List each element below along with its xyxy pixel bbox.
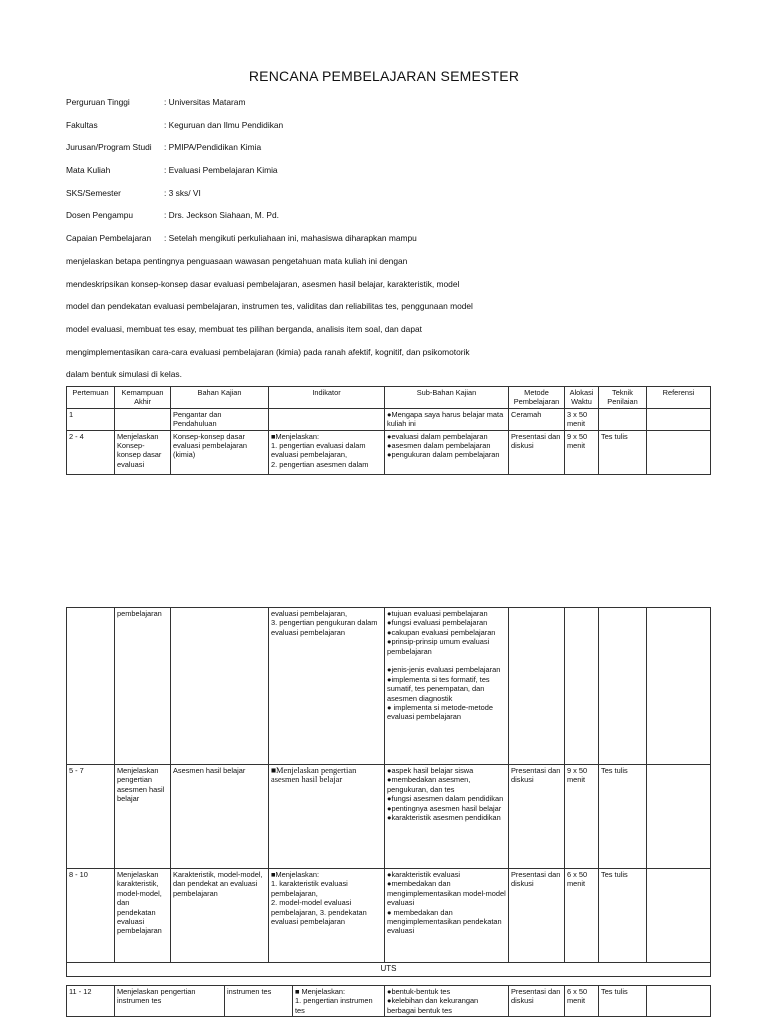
table-cell: ●karakteristik evaluasi ●membedakan dan mengimplementasikan model-model evaluasi ● membedakan dan mengimplementasikan pendekatan evaluasi <box>385 869 509 963</box>
rps-table-page2-continued <box>66 985 711 1017</box>
table-row <box>67 986 711 1017</box>
table-cell: ■Menjelaskan: 1. pengertian evaluasi dalam evaluasi pembelajaran, 2. pengertian asesmen dalam <box>269 430 385 474</box>
capaian-paragraph <box>66 255 716 391</box>
table-cell: ●tujuan evaluasi pembelajaran ●fungsi evaluasi pembelajaran ●cakupan evaluasi pembelajaran ●prinsip-prinsip umum evaluasi pembelajaran ●jenis-jenis evaluasi pembelajaran ●implementa si tes formatif, tes sumatif, tes penempatan, dan asesmen diagnostik ● implementa si metode-metode evaluasi pembelajaran <box>385 608 509 765</box>
info-label: Mata Kuliah <box>66 165 111 176</box>
table-cell: Presentasi dan diskusi <box>509 430 565 474</box>
table-cell: 1 <box>67 408 115 430</box>
info-label: Perguruan Tinggi <box>66 97 130 107</box>
rps-table-page2 <box>66 607 711 977</box>
table-cell: Presentasi dan diskusi <box>509 765 565 869</box>
table-cell <box>647 765 711 869</box>
info-label: Jurusan/Program Studi <box>66 142 152 153</box>
capaian-line: model evaluasi, membuat tes esay, membuat tes pilihan berganda, analisis item soal, dan dapat <box>66 323 422 334</box>
table-cell <box>115 408 171 430</box>
info-row <box>66 96 716 119</box>
table-cell <box>647 608 711 765</box>
table-cell <box>509 608 565 765</box>
table-cell: evaluasi pembelajaran, 3. pengertian pengukuran dalam evaluasi pembelajaran <box>269 608 385 765</box>
uts-cell: UTS <box>67 963 711 977</box>
course-info <box>66 96 716 391</box>
rps-table-page1 <box>66 386 711 475</box>
table-cell: 9 x 50 menit <box>565 430 599 474</box>
table-cell: 11 - 12 <box>67 986 115 1017</box>
capaian-line: mendeskripsikan konsep-konsep dasar evaluasi pembelajaran, asesmen hasil belajar, karakteristik, model <box>66 278 460 289</box>
info-value: : Evaluasi Pembelajaran Kimia <box>164 165 278 176</box>
table-cell: Presentasi dan diskusi <box>509 869 565 963</box>
table-cell <box>647 430 711 474</box>
info-value: : Keguruan dan Ilmu Pendidikan <box>164 119 284 130</box>
capaian-line: model dan pendekatan evaluasi pembelajaran, instrumen tes, validitas dan reliabilitas tes, penggunaan model <box>66 301 473 312</box>
table-cell <box>67 608 115 765</box>
info-label: Capaian Pembelajaran <box>66 233 152 244</box>
info-value: : Setelah mengikuti perkuliahaan ini, mahasiswa diharapkan mampu <box>164 233 417 244</box>
info-row <box>66 141 716 164</box>
table-cell: instrumen tes <box>225 986 293 1017</box>
info-value: : Drs. Jeckson Siahaan, M. Pd. <box>164 210 279 221</box>
info-value: : Universitas Mataram <box>164 97 246 107</box>
header-cell: Teknik Penilaian <box>599 387 647 409</box>
info-row <box>66 187 716 210</box>
table-cell: ■ Menjelaskan: 1. pengertian instrumen tes <box>293 986 385 1017</box>
table-cell: Menjelaskan karakteristik, model-model, dan pendekatan evaluasi pembelajaran <box>115 869 171 963</box>
table-cell: ■Menjelaskan pengertian asesmen hasil belajar <box>269 765 385 869</box>
header-cell: Kemampuan Akhir <box>115 387 171 409</box>
table-cell: Presentasi dan diskusi <box>509 986 565 1017</box>
table-cell <box>171 608 269 765</box>
capaian-line: mengimplementasikan cara-cara evaluasi pembelajaran (kimia) pada ranah afektif, kognitif, dan psikomotorik <box>66 346 470 357</box>
table-cell: pembelajaran <box>115 608 171 765</box>
table-cell <box>599 408 647 430</box>
table-row <box>67 430 711 474</box>
table-cell: 8 - 10 <box>67 869 115 963</box>
table-cell: Pengantar dan Pendahuluan <box>171 408 269 430</box>
table-cell: ●evaluasi dalam pembelajaran ●asesmen dalam pembelajaran ●pengukuran dalam pembelajaran <box>385 430 509 474</box>
table-cell: Karakteristik, model-model, dan pendekat an evaluasi pembelajaran <box>171 869 269 963</box>
table-row <box>67 408 711 430</box>
table-cell: Tes tulis <box>599 765 647 869</box>
table-cell: 5 - 7 <box>67 765 115 869</box>
info-label: Fakultas <box>66 119 98 130</box>
table-cell: Tes tulis <box>599 430 647 474</box>
info-label: SKS/Semester <box>66 187 121 198</box>
table-cell: ●aspek hasil belajar siswa ●membedakan asesmen, pengukuran, dan tes ●fungsi asesmen dalam pendidikan ●pentingnya asesmen hasil belajar ●karakteristik asesmen pendidikan <box>385 765 509 869</box>
table-cell <box>647 986 711 1017</box>
table-cell: Menjelaskan pengertian asesmen hasil belajar <box>115 765 171 869</box>
table-cell: Ceramah <box>509 408 565 430</box>
header-cell: Pertemuan <box>67 387 115 409</box>
table-cell: Menjelaskan pengertian instrumen tes <box>115 986 225 1017</box>
table-cell: ■Menjelaskan: 1. karakteristik evaluasi pembelajaran, 2. model-model evaluasi pembelajaran, 3. pendekatan evaluasi pembelajaran <box>269 869 385 963</box>
table-cell: 6 x 50 menit <box>565 869 599 963</box>
table-cell: Tes tulis <box>599 869 647 963</box>
info-row <box>66 209 716 232</box>
info-label: Dosen Pengampu <box>66 210 134 221</box>
table-header-row <box>67 387 711 409</box>
header-cell: Indikator <box>269 387 385 409</box>
info-value: : 3 sks/ VI <box>164 187 201 198</box>
table-row <box>67 608 711 765</box>
header-cell: Alokasi Waktu <box>565 387 599 409</box>
header-cell: Referensi <box>647 387 711 409</box>
header-cell: Bahan Kajian <box>171 387 269 409</box>
page-title: RENCANA PEMBELAJARAN SEMESTER <box>248 68 520 84</box>
table-cell: Asesmen hasil belajar <box>171 765 269 869</box>
table-row <box>67 869 711 963</box>
table-cell <box>599 608 647 765</box>
uts-row <box>67 963 711 977</box>
table-cell: 2 - 4 <box>67 430 115 474</box>
table-cell <box>647 408 711 430</box>
capaian-line: menjelaskan betapa pentingnya penguasaan wawasan pengetahuan mata kuliah ini dengan <box>66 255 408 266</box>
table-cell: Menjelaskan Konsep-konsep dasar evaluasi <box>115 430 171 474</box>
info-row <box>66 232 716 255</box>
table-cell: Tes tulis <box>599 986 647 1017</box>
table-row <box>67 765 711 869</box>
info-row <box>66 119 716 142</box>
table-cell: Konsep-konsep dasar evaluasi pembelajaran (kimia) <box>171 430 269 474</box>
table-cell: 3 x 50 menit <box>565 408 599 430</box>
capaian-line: dalam bentuk simulasi di kelas. <box>66 369 182 380</box>
table-cell <box>565 608 599 765</box>
table-cell: ●bentuk-bentuk tes ●kelebihan dan kekurangan berbagai bentuk tes <box>385 986 509 1017</box>
table-cell <box>647 869 711 963</box>
table-cell: 9 x 50 menit <box>565 765 599 869</box>
header-cell: Sub-Bahan Kajian <box>385 387 509 409</box>
info-value: : PMIPA/Pendidikan Kimia <box>164 142 262 153</box>
table-cell <box>269 408 385 430</box>
info-row <box>66 164 716 187</box>
table-cell: ●Mengapa saya harus belajar mata kuliah ini <box>385 408 509 430</box>
table-cell: 6 x 50 menit <box>565 986 599 1017</box>
header-cell: Metode Pembelajaran <box>509 387 565 409</box>
